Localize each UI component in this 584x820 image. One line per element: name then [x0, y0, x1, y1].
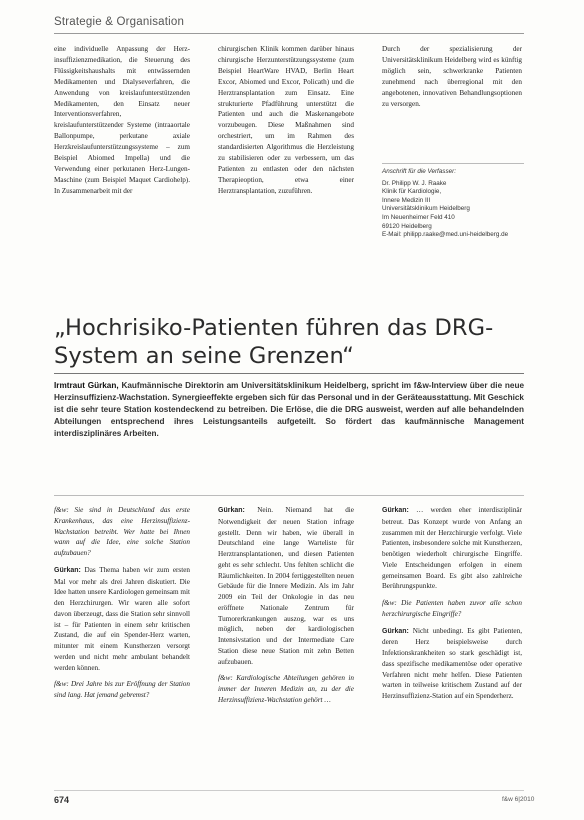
lead-rule	[54, 495, 524, 496]
interview-column-2	[218, 505, 354, 712]
author-line: Universitätsklinikum Heidelberg	[382, 205, 470, 213]
headline-rule	[54, 373, 524, 374]
interview-column-3	[382, 505, 522, 708]
lead-text: Kaufmännische Direktorin am Universitätsklinikum Heidelberg, spricht im f&w-Interview über die neue Herzinsuffizienz-Wachstation. Synergieeffekte ergeben sich für das Personal und in der Geräteausstattung. Mit Geschick ist die sehr teure Station kostendeckend zu betreiben. Die Erlöse, die die DRG ausweist, werden auf alle behandelnden Abteilungen entsprechend ihres Leistungsanteils aufgeteilt. So fördert das kaufmännische Management interdisziplinäres Arbeiten.	[54, 381, 525, 438]
top-column-1-text: eine individuelle Anpassung der Herz-insuffizienzmedikation, die Steuerung des Flüssigkeitshaushalts mit entwässernden Medikamenten und Dialyseverfahren, die Anwendung von kreislaufunterstützenden Medikamenten, den Einsatz neuer Interventionsverfahren, kreislaufunterstützender Systeme (intraaortale Ballonpumpe, perkutane axiale Herzkreislaufunterstützungssysteme – zum Beispiel Abiomed Impella) und die Verwendung einer perkutanen Herz-Lungen-Maschine (zum Beispiel Maquet Cardiohelp). In Zusammenarbeit mit der	[54, 45, 190, 195]
speaker-name: Gürkan:	[218, 507, 245, 514]
answer-text: Das Thema haben wir zum ersten Mal vor mehr als drei Jahren diskutiert. Die Idee hatten unsere Kardiologen gemeinsam mit den Herzchirurgen. Wir waren alle sofort davon überzeugt, dass die Station sehr sinnvoll ist – für Patienten in einem sehr kritischen Zustand, die auf ein Spender-Herz warten, mitunter mit einem Kunstherzen versorgt werden und nicht mehr ambulant behandelt werden können.	[54, 565, 190, 672]
answer-text: Nein. Niemand hat die Notwendigkeit der neuen Station infrage gestellt. Denn wir haben, wie überall in Deutschland eine lange Warteliste für Herztransplantationen, und diesen Patienten geht es sehr schlecht. Uns fehlten schlicht die Räumlichkeiten. In 2004 fertiggestellten neuen Gebäude für die Innere Medizin. Als im Jahr 2009 ein Teil der Onkologie in das neu eröffnete Nationale Zentrum für Tumorerkrankungen auszog, war es uns möglich, neben der kardiologischen Intensivstation und der Intermediate Care Station diese neue Station mit zehn Betten aufzubauen.	[218, 506, 354, 666]
speaker-name: Gürkan:	[382, 627, 409, 635]
interview-question: f&w: Drei Jahre bis zur Eröffnung der Station sind lang. Hat jemand gebremst?	[54, 680, 190, 699]
author-line: Dr. Philipp W. J. Raake	[382, 179, 447, 187]
author-box-rule	[382, 163, 524, 164]
author-line: Klinik für Kardiologie,	[382, 188, 442, 196]
answer-text: … werden eher interdisziplinär betreut. Das Konzept wurde von Anfang an zusammen mit der Herzchirurgie verfolgt. Viele Patienten, insbesondere solche mit Kunstherzen, benötigen wiederholt chirurgische Eingriffe. Viele Entscheidungen erfolgen in einem gemeinsamen Board. Es gibt also zahlreiche Berührungspunkte.	[382, 506, 522, 591]
author-line: Im Neuenheimer Feld 410	[382, 213, 455, 221]
lead-name: Irmtraut Gürkan,	[54, 381, 119, 390]
author-email: E-Mail: philipp.raake@med.uni-heidelberg.de	[382, 231, 509, 239]
speaker-name: Gürkan:	[382, 507, 409, 514]
top-column-2-text: chirurgischen Klinik kommen darüber hinaus chirurgische Herzunterstützungssysteme (zum Beispiel HeartWare HVAD, Berlin Heart Excor, Abiomed und Excor, Policath) und die Herztransplantation zum Einsatz. Eine strukturierte Pfadführung unterstützt die Patienten und auch die Maskenangebote vorzubeugen. Diese Maßnahmen sind orchestriert, um im Rahmen des standardisierten Algorithmus die Herzleistung zu stabilisieren oder zu verbessern, um das Patienten zu entlasten oder den nächsten Therapieoption, etwa einer Herztransplantation, zuzuführen.	[218, 45, 354, 195]
interview-question: f&w: Sie sind in Deutschland das erste Krankenhaus, das eine Herzinsuffizienz-Wachstation betreibt. Wer hatte bei Ihnen wann auf die Idee, eine solche Station aufzubauen?	[54, 506, 190, 557]
top-column-3	[382, 44, 522, 109]
interview-answer	[54, 565, 190, 674]
top-column-2	[218, 44, 354, 197]
footer-rule	[54, 790, 524, 791]
interview-answer	[382, 626, 522, 702]
answer-text: Nicht unbedingt. Es gibt Patienten, deren Herz beispielsweise durch Infektionskrankheiten so stark geschädigt ist, dass spezifische medikamentöse oder operative Verfahren nicht mehr helfen. Diese Patienten warten in teilweise kritischem Zustand auf der Herzinsuffizienz-Station auf ein Spenderherz.	[382, 626, 522, 700]
author-line: 69120 Heidelberg	[382, 222, 432, 230]
author-heading: Anschrift für die Verfasser:	[382, 168, 456, 175]
author-box	[382, 168, 524, 240]
interview-answer	[218, 505, 354, 667]
top-column-3-text: Durch der spezialisierung der Universitätsklinikum Heidelberg wird es künftig möglich sein, schwerkranke Patienten zunehmend nach überregional mit den angebotenen, innovativen Behandlungsoptionen zu versorgen.	[382, 45, 522, 108]
interview-question: f&w: Kardiologische Abteilungen gehören in immer der Inneren Medizin an, zu der die Herzinsuffizienz-Wachstation gehört …	[218, 674, 354, 704]
article-lead	[54, 380, 524, 440]
interview-column-1	[54, 505, 190, 707]
page-number: 674	[54, 795, 70, 805]
interview-answer	[382, 505, 522, 592]
speaker-name: Gürkan:	[54, 566, 81, 574]
author-line: Innere Medizin III	[382, 196, 431, 204]
interview-question: f&w: Die Patienten haben zuvor alle schon herzchirurgische Eingriffe?	[382, 599, 522, 618]
header-rule	[54, 33, 524, 34]
section-label: Strategie & Organisation	[54, 16, 185, 28]
top-column-1	[54, 44, 190, 197]
article-headline: „Hochrisiko-Patienten führen das DRG-System an seine Grenzen“	[54, 315, 494, 369]
issue-label: f&w 6|2010	[502, 796, 535, 803]
